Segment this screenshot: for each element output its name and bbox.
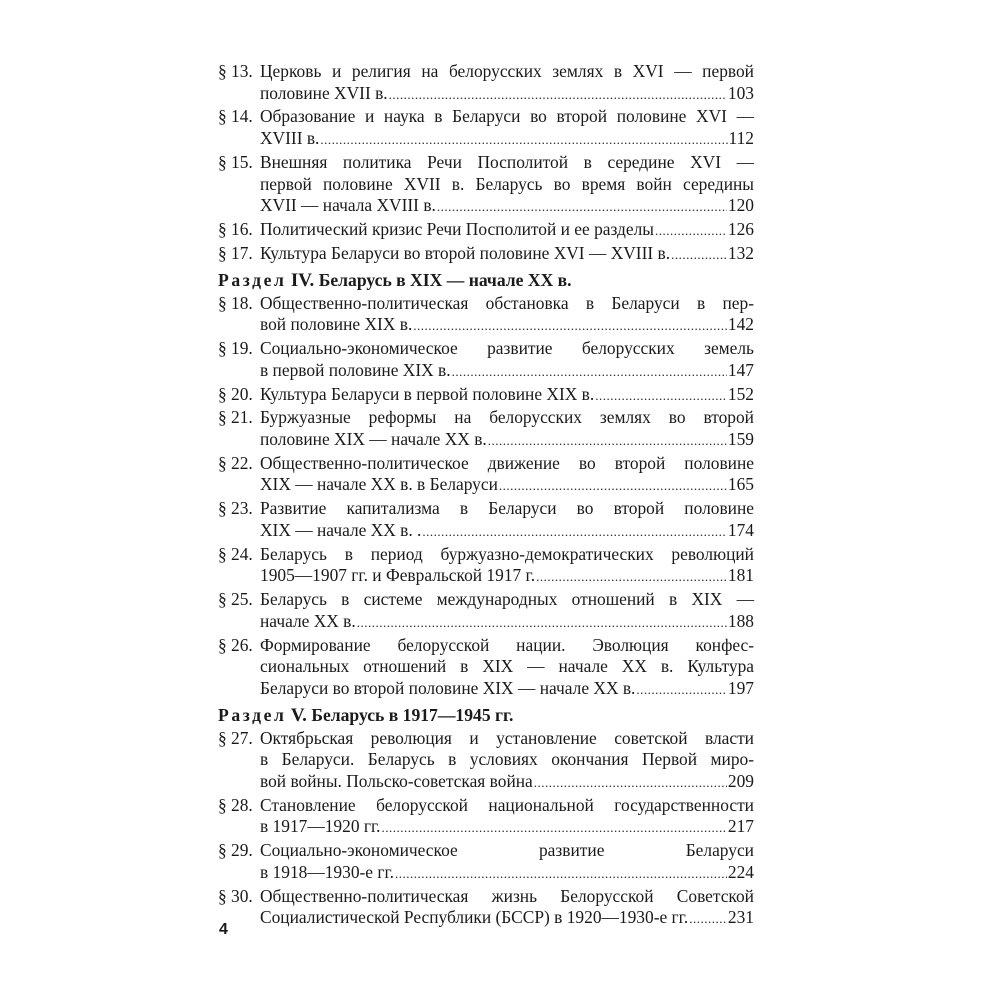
entry-page-number: 165 [727, 474, 754, 495]
toc-entry[interactable] [218, 106, 754, 150]
entry-title-line: Церковь и религия на белорусских землях в XVI — первой [260, 61, 754, 81]
entry-page-number: 197 [727, 678, 754, 698]
section-number: IV. [290, 269, 315, 291]
entry-number: § 16. [218, 219, 253, 240]
section-title: Беларусь в 1917—1945 гг. [311, 704, 514, 725]
entry-page-number: 188 [727, 610, 754, 631]
entry-title [260, 795, 754, 839]
entry-title-line: Развитие капитализма в Беларуси во второй половине [260, 498, 754, 519]
entry-title-line: половине XVII в. [260, 82, 388, 103]
entry-title [260, 728, 754, 794]
entry-page-number: 174 [727, 519, 754, 540]
entry-last-line [260, 384, 754, 407]
entry-title [260, 61, 754, 105]
entry-title-line: Октябрьская революция и установление советской власти [260, 727, 754, 748]
entry-title-line: Беларусь в период буржуазно-демократических революций [260, 543, 754, 564]
entry-title-line: вой войны. Польско-советская война [260, 770, 533, 791]
toc-entry[interactable] [218, 544, 754, 588]
entry-last-line [260, 816, 754, 839]
dot-leader [636, 679, 726, 701]
toc-entry[interactable] [218, 407, 754, 451]
entry-page-number: 120 [727, 195, 754, 216]
entry-title-line: Социально-экономическое развитие белорусских земель [260, 338, 754, 359]
entry-last-line [260, 314, 754, 337]
entry-last-line [260, 219, 754, 242]
entry-title [260, 219, 754, 242]
entry-page-number: 159 [727, 428, 754, 449]
entry-title-line: в первой половине XIX в. [260, 359, 451, 380]
toc-entry[interactable] [218, 498, 754, 542]
entry-title [260, 453, 754, 497]
dot-leader [422, 521, 726, 543]
entry-number: § 18. [218, 292, 253, 313]
dot-leader [488, 430, 727, 452]
entry-title [260, 589, 754, 633]
entry-last-line [260, 862, 754, 885]
entry-number: § 21. [218, 407, 253, 428]
toc-entry[interactable] [218, 61, 754, 105]
entry-title-line: Становление белорусской национальной государственности [260, 794, 754, 815]
entry-last-line [260, 611, 754, 634]
entry-title-line: вой половине XIX в. [260, 314, 413, 335]
entry-number: § 19. [218, 338, 253, 359]
dot-leader [499, 475, 727, 497]
entry-title-line: Беларусь в системе международных отношений в XIX — [260, 589, 754, 610]
dot-leader [534, 772, 727, 794]
entry-title-line: в 1918—1930-е гг. [260, 861, 395, 882]
entry-title-line: Социалистической Республики (БССР) в 1920—1930-е гг. [260, 907, 689, 928]
entry-page-number: 147 [727, 359, 754, 380]
toc-entry[interactable] [218, 840, 754, 884]
entry-title-line: первой половине XVII в. Беларусь во время войн середины [260, 173, 754, 194]
entry-page-number: 132 [727, 242, 754, 263]
entry-title [260, 407, 754, 451]
entry-title-line: половине XIX — начале XX в. [260, 428, 487, 449]
dot-leader [382, 817, 727, 839]
entry-number: § 14. [218, 106, 253, 127]
entry-title-line: Культура Беларуси в первой половине XIX в. [260, 383, 595, 404]
toc-entry[interactable] [218, 384, 754, 407]
toc-entry[interactable] [218, 293, 754, 337]
section-number: V. [290, 704, 307, 726]
entry-title-line: XIX — начале XX в. . [260, 519, 422, 540]
dot-leader [437, 196, 727, 218]
entry-page-number: 181 [727, 565, 754, 586]
entry-title-line: Общественно-политическая жизнь Белорусской Советской [260, 885, 754, 906]
toc-entry[interactable] [218, 453, 754, 497]
entry-title [260, 384, 754, 407]
entry-title-line: сиональных отношений в XIX — начале XX в. Культура [260, 656, 754, 677]
entry-title [260, 544, 754, 588]
section-label: Раздел [218, 704, 287, 725]
dot-leader [395, 863, 727, 885]
entry-title [260, 243, 754, 266]
entry-last-line [260, 195, 754, 218]
entry-title-line: начале XX в. [260, 610, 356, 631]
entry-page-number: 209 [727, 770, 754, 791]
toc-entry[interactable] [218, 886, 754, 930]
entry-page-number: 231 [727, 907, 754, 928]
entry-number: § 25. [218, 589, 253, 610]
entry-number: § 28. [218, 794, 253, 815]
dot-leader [320, 129, 727, 151]
entry-title-line: XVII — начала XVIII в. [260, 195, 436, 216]
entry-title [260, 293, 754, 337]
toc-entry[interactable] [218, 338, 754, 382]
entry-title-line: Образование и наука в Беларуси во второй половине XVI — [260, 106, 754, 127]
entry-title-line: Политический кризис Речи Посполитой и ее разделы [260, 219, 654, 240]
entry-number: § 29. [218, 840, 253, 861]
entry-last-line [260, 243, 754, 266]
entry-title-line: Общественно-политическое движение во второй половине [260, 452, 754, 473]
entry-number: § 22. [218, 452, 253, 473]
toc-entry[interactable] [218, 243, 754, 266]
entry-title [260, 840, 754, 884]
entry-number: § 26. [218, 634, 253, 655]
entry-number: § 30. [218, 885, 253, 906]
dot-leader [452, 361, 727, 383]
entry-last-line [260, 678, 754, 701]
entry-last-line [260, 429, 754, 452]
dot-leader [389, 84, 727, 106]
entry-title-line: XVIII в. [260, 128, 320, 149]
entry-title [260, 338, 754, 382]
dot-leader [536, 566, 727, 588]
entry-title-line: Внешняя политика Речи Посполитой в середине XVI — [260, 151, 754, 172]
dot-leader [689, 908, 727, 930]
entry-title-line: Общественно-политическая обстановка в Беларуси в пер- [260, 292, 754, 313]
entry-last-line [260, 474, 754, 497]
section-label: Раздел [218, 269, 287, 290]
toc-entry[interactable] [218, 635, 754, 701]
entry-number: § 17. [218, 242, 253, 263]
toc-entry[interactable] [218, 219, 754, 242]
section-title: Беларусь в XIX — начале XX в. [318, 269, 572, 290]
entry-last-line [260, 360, 754, 383]
entry-title-line: Культура Беларуси во второй половине XVI — XVIII в. [260, 242, 671, 263]
entry-number: § 23. [218, 498, 253, 519]
entry-title-line: в 1917—1920 гг. [260, 816, 381, 837]
entry-title [260, 106, 754, 150]
toc-entry[interactable] [218, 152, 754, 218]
toc-entry[interactable] [218, 728, 754, 794]
dot-leader [357, 612, 727, 634]
entry-page-number: 217 [727, 816, 754, 837]
table-of-contents [218, 61, 754, 931]
entry-title-line: XIX — начале XX в. в Беларуси [260, 474, 498, 495]
section-heading [218, 269, 754, 292]
toc-entry[interactable] [218, 795, 754, 839]
dot-leader [655, 220, 727, 242]
entry-last-line [260, 907, 754, 930]
entry-page-number: 152 [727, 383, 754, 404]
entry-last-line [260, 520, 754, 543]
entry-last-line [260, 771, 754, 794]
entry-title [260, 152, 754, 218]
entry-title-line: Формирование белорусской нации. Эволюция конфес- [260, 634, 754, 655]
entry-title [260, 635, 754, 701]
entry-title-line: в Беларуси. Беларусь в условиях окончания Первой миро- [260, 749, 754, 770]
entry-last-line [260, 565, 754, 588]
entry-title [260, 498, 754, 542]
entry-number: § 24. [218, 543, 253, 564]
entry-page-number: 224 [727, 861, 754, 882]
entry-last-line [260, 128, 754, 151]
entry-last-line [260, 83, 754, 106]
dot-leader [413, 315, 727, 337]
entry-page-number: 142 [727, 314, 754, 335]
entry-number: § 20. [218, 383, 253, 404]
entry-page-number: 126 [727, 219, 754, 240]
entry-title-line: 1905—1907 гг. и Февральской 1917 г. [260, 565, 536, 586]
entry-title [260, 886, 754, 930]
entry-title-line: Социально-экономическое развитие Беларуси [260, 840, 754, 861]
entry-page-number: 103 [727, 82, 754, 103]
page-number: 4 [219, 921, 228, 938]
entry-number: § 15. [218, 151, 253, 172]
entry-page-number: 112 [728, 128, 754, 149]
entry-number: § 27. [218, 727, 253, 748]
toc-entry[interactable] [218, 589, 754, 633]
entry-title-line: Беларуси во второй половине XIX — начале XX в. [260, 678, 636, 698]
dot-leader [671, 244, 727, 266]
entry-number: § 13. [218, 61, 253, 81]
section-heading [218, 704, 754, 727]
entry-title-line: Буржуазные реформы на белорусских землях во второй [260, 407, 754, 428]
dot-leader [595, 385, 727, 407]
